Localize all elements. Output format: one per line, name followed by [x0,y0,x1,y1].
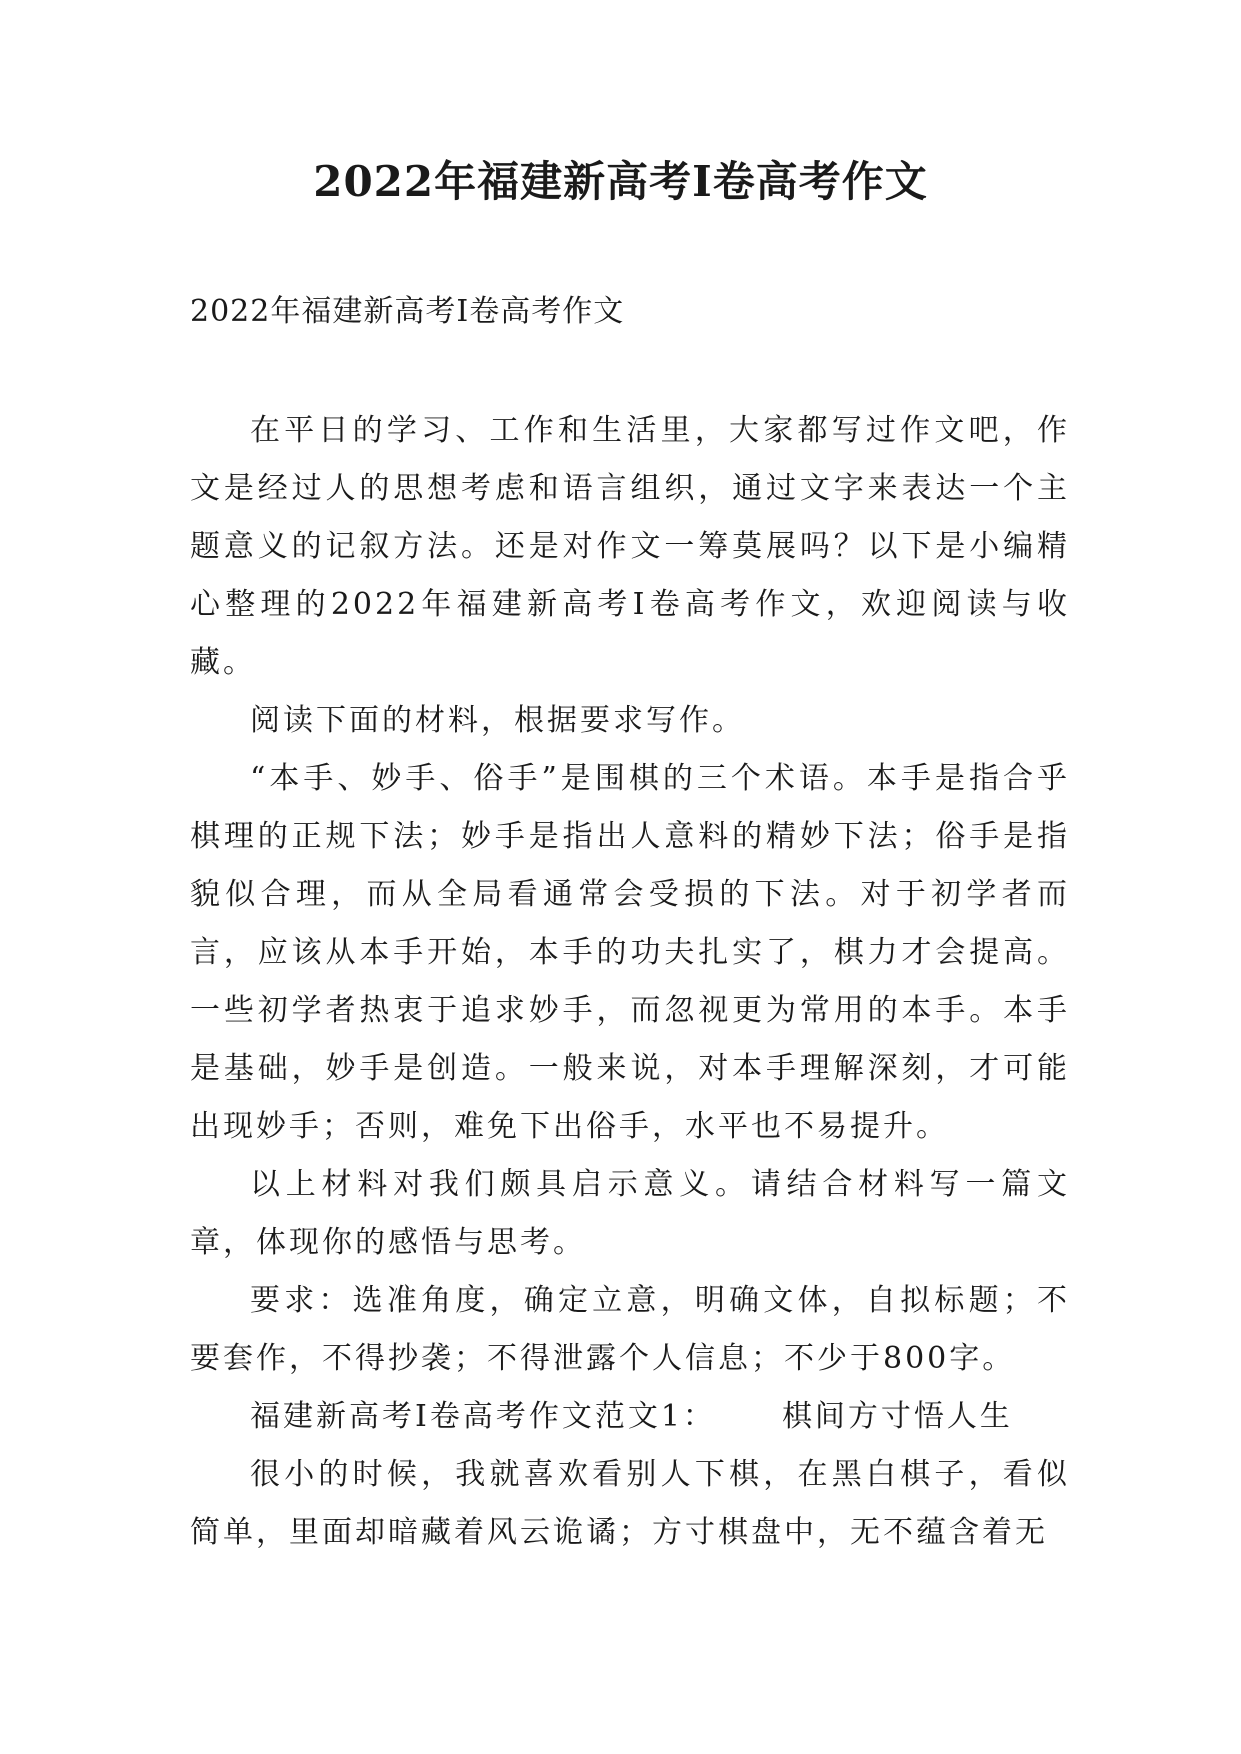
prompt-paragraph: 以上材料对我们颇具启示意义。请结合材料写一篇文章，体现你的感悟与思考。 [190,1167,1070,1260]
intro-paragraph: 在平日的学习、工作和生活里，大家都写过作文吧，作文是经过人的思想考虑和语言组织，通过文字来表达一个主题意义的记叙方法。还是对作文一筹莫展吗？以下是小编精心整理的2022年福建新高考Ⅰ卷高考作文，欢迎阅读与收藏。 [190,413,1070,680]
document-title: 2022年福建新高考Ⅰ卷高考作文 [313,157,928,206]
essay-heading [190,1388,1070,1446]
material-paragraph: “本手、妙手、俗手”是围棋的三个术语。本手是指合乎棋理的正规下法；妙手是指出人意料的精妙下法；俗手是指貌似合理，而从全局看通常会受损的下法。对于初学者而言，应该从本手开始，本手的功夫扎实了，棋力才会提高。一些初学者热衷于追求妙手，而忽视更为常用的本手。本手是基础，妙手是创造。一般来说，对本手理解深刻，才可能出现妙手；否则，难免下出俗手，水平也不易提升。 [190,761,1070,1144]
document-subtitle: 2022年福建新高考Ⅰ卷高考作文 [190,294,625,329]
requirements-paragraph: 要求：选准角度，确定立意，明确文体，自拟标题；不要套作，不得抄袭；不得泄露个人信息；不少于800字。 [190,1283,1070,1376]
document-body [190,402,1070,1562]
instruction-paragraph: 阅读下面的材料，根据要求写作。 [250,703,745,738]
essay-paragraph: 很小的时候，我就喜欢看别人下棋，在黑白棋子，看似简单，里面却暗藏着风云诡谲；方寸棋盘中，无不蕴含着无 [190,1457,1070,1550]
essay-title: 棋间方寸悟人生 [781,1399,1013,1434]
essay-label: 福建新高考Ⅰ卷高考作文范文1： [250,1399,716,1434]
